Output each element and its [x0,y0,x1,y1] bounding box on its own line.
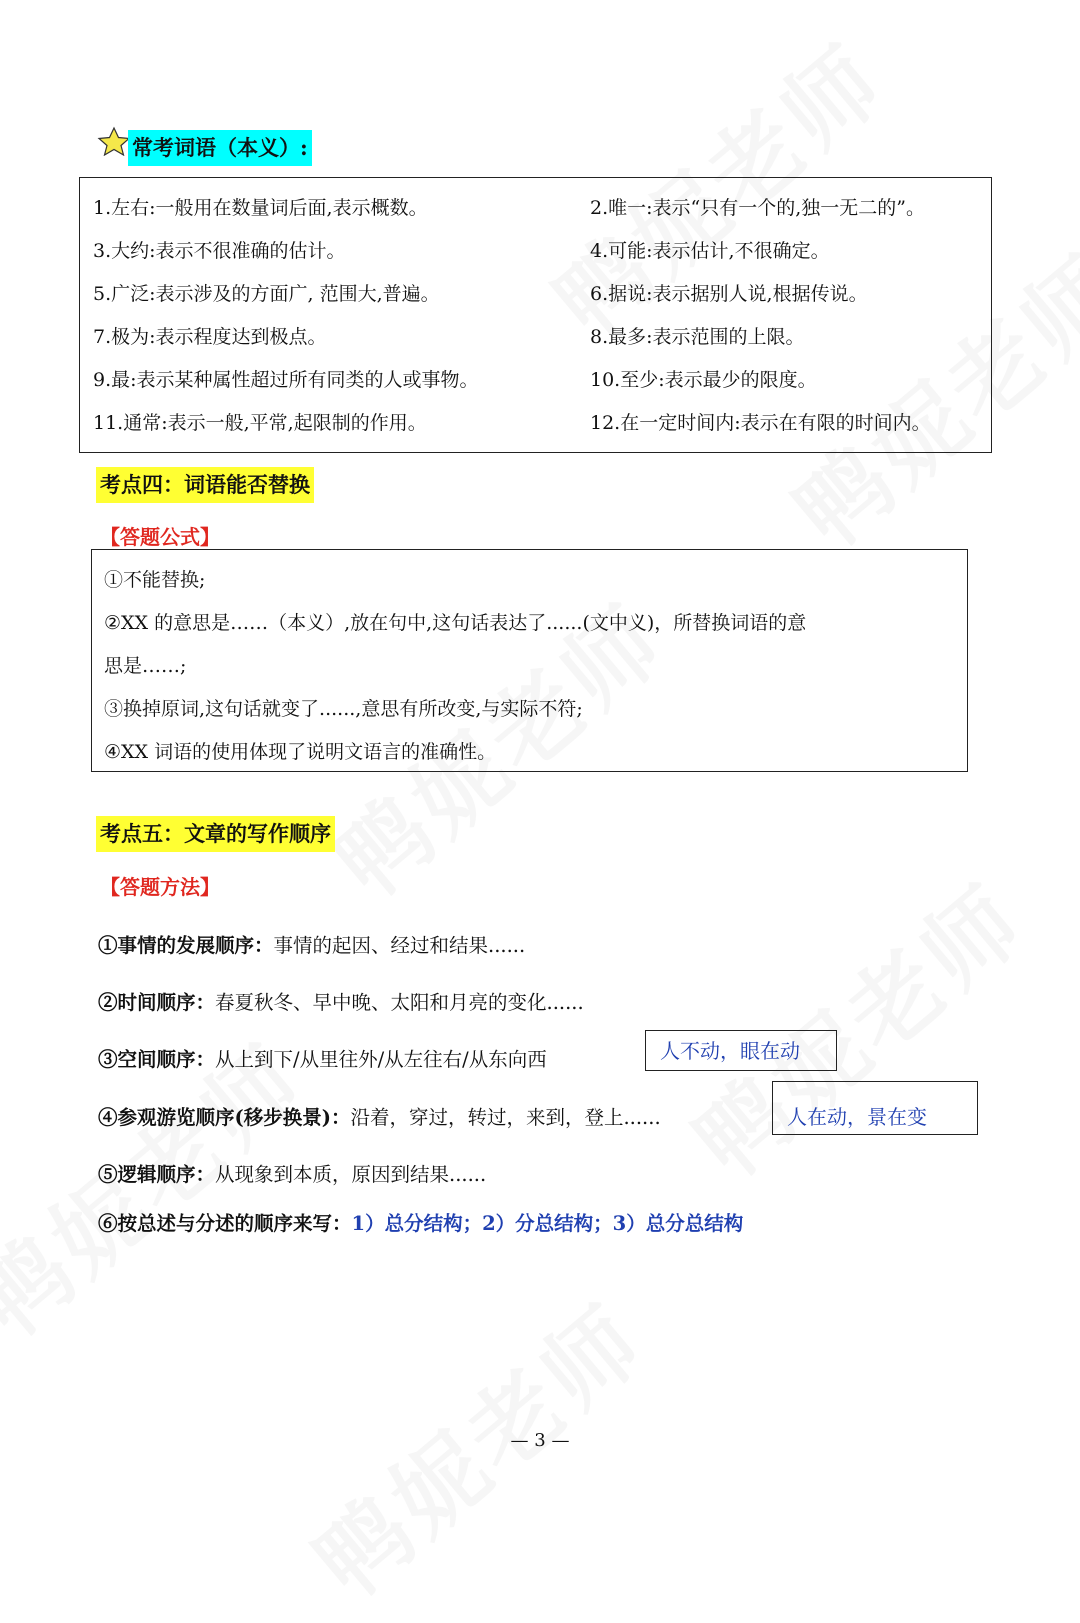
method-label: ⑤逻辑顺序： [98,1163,216,1186]
list-item: 1.左右:一般用在数量词后面,表示概数。 [93,197,428,219]
section-title-writing-order: 考点五：文章的写作顺序 [96,816,335,852]
formula-line: ③换掉原词,这句话就变了......,意思有所改变,与实际不符; [104,698,583,720]
formula-line: 思是……; [104,655,187,677]
method-text: 春夏秋冬、早中晚、太阳和月亮的变化...... [215,991,584,1014]
list-item: 9.最:表示某种属性超过所有同类的人或事物。 [93,369,479,391]
tag-box-tour: 人在动，景在变 [772,1081,978,1135]
answer-method-label: 【答题方法】 [100,875,220,899]
list-item: 11.通常:表示一般,平常,起限制的作用。 [93,412,427,434]
list-item: 12.在一定时间内:表示在有限的时间内。 [590,412,931,434]
list-item: 6.据说:表示据别人说,根据传说。 [590,283,868,305]
list-item: 3.大约:表示不很准确的估计。 [93,240,346,262]
list-item: 4.可能:表示估计,不很确定。 [590,240,830,262]
method-text: 1）总分结构；2）分总结构；3）总分总结构 [351,1212,744,1235]
method-label: ③空间顺序： [98,1048,216,1071]
answer-formula-label: 【答题公式】 [100,525,220,549]
method-text: 沿着，穿过，转过，来到，登上...... [350,1106,661,1129]
method-item-time [98,987,584,1015]
list-item: 2.唯一:表示“只有一个的,独一无二的”。 [590,197,925,219]
method-item-space [98,1044,547,1072]
method-item-logic [98,1159,486,1187]
method-text: 从现象到本质，原因到结果...... [215,1163,487,1186]
method-item-structure [98,1208,743,1236]
method-item-development [98,930,525,958]
formula-line: ②XX 的意思是……（本义）,放在句中,这句话表达了......(文中义)，所替换词语的意 [104,612,807,634]
tag-box-space: 人不动，眼在动 [645,1030,837,1071]
section-title-word-replace: 考点四：词语能否替换 [96,467,314,503]
page-number: — 3 — [510,1430,570,1451]
method-label: ①事情的发展顺序： [98,934,274,957]
formula-line: ①不能替换; [104,569,206,591]
list-item: 10.至少:表示最少的限度。 [590,369,817,391]
formula-line: ④XX 词语的使用体现了说明文语言的准确性。 [104,741,497,763]
watermark [663,849,1048,1202]
method-label: ⑥按总述与分述的顺序来写： [98,1212,352,1235]
method-label: ④参观游览顺序(移步换景)： [98,1106,351,1129]
method-text: 事情的起因、经过和结果...... [273,934,526,957]
list-item: 8.最多:表示范围的上限。 [590,326,805,348]
list-item: 7.极为:表示程度达到极点。 [93,326,327,348]
list-item: 5.广泛:表示涉及的方面广, 范围大,普遍。 [93,283,440,305]
method-text: 从上到下/从里往外/从左往右/从东向西 [215,1048,547,1071]
method-item-tour [98,1102,661,1130]
method-label: ②时间顺序： [98,991,216,1014]
section-title-common-words: 常考词语（本义）: [128,130,312,166]
